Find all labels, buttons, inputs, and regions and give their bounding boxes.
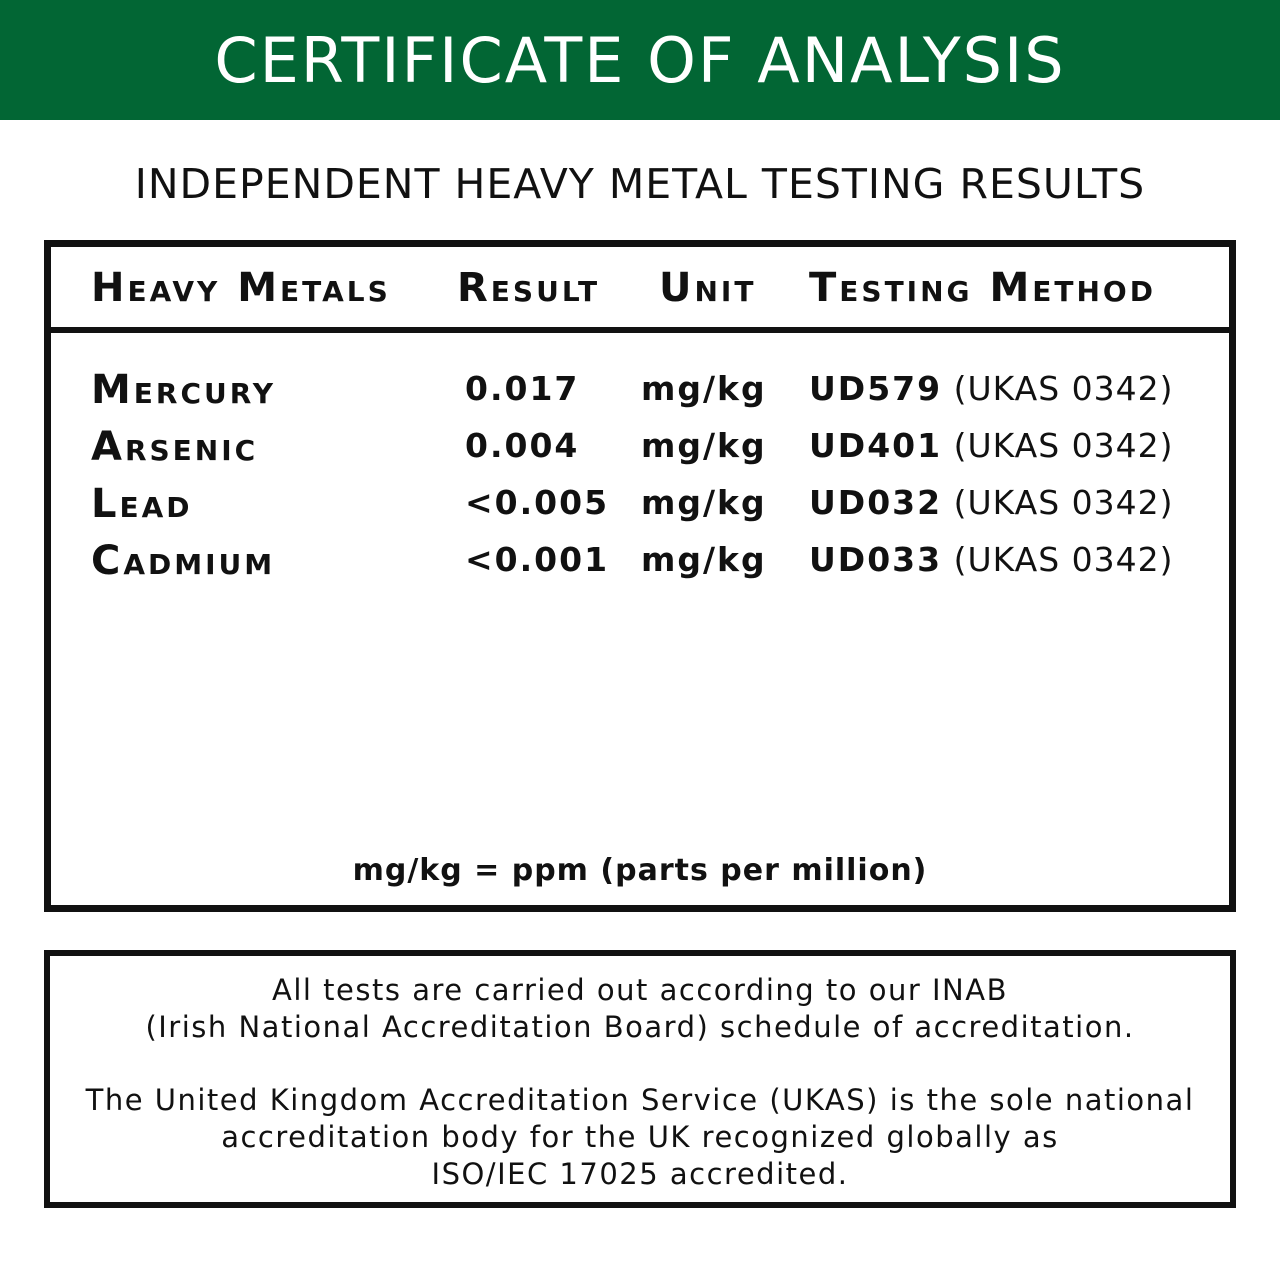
method-accreditation: (UKAS 0342) <box>953 426 1174 465</box>
result-value: 0.004 <box>465 426 580 465</box>
method-accreditation: (UKAS 0342) <box>953 483 1174 522</box>
note-line: The United Kingdom Accreditation Service (UKAS) is the sole national <box>85 1083 1195 1117</box>
ukas-paragraph <box>50 1082 1230 1193</box>
testing-method <box>809 540 1174 579</box>
testing-method <box>809 426 1174 465</box>
results-table <box>44 240 1236 912</box>
accreditation-notes <box>44 950 1236 1208</box>
page-subtitle: INDEPENDENT HEAVY METAL TESTING RESULTS <box>134 160 1146 208</box>
result-value: <0.005 <box>465 483 610 522</box>
table-row <box>51 367 1229 424</box>
metal-name: Mercury <box>91 367 277 413</box>
table-row <box>51 481 1229 538</box>
unit-footnote: mg/kg = ppm (parts per million) <box>352 853 928 888</box>
method-code: UD401 <box>809 426 943 465</box>
method-code: UD579 <box>809 369 943 408</box>
testing-method <box>809 369 1174 408</box>
title-banner <box>0 0 1280 120</box>
inab-paragraph <box>50 972 1230 1046</box>
header-unit: Unit <box>659 265 757 311</box>
method-accreditation: (UKAS 0342) <box>953 369 1174 408</box>
unit-value: mg/kg <box>641 369 767 408</box>
method-code: UD033 <box>809 540 943 579</box>
note-line: accreditation body for the UK recognized globally as <box>221 1120 1059 1154</box>
method-accreditation: (UKAS 0342) <box>953 540 1174 579</box>
result-value: <0.001 <box>465 540 610 579</box>
unit-value: mg/kg <box>641 426 767 465</box>
table-row <box>51 538 1229 595</box>
testing-method <box>809 483 1174 522</box>
table-row <box>51 424 1229 481</box>
header-result: Result <box>457 265 601 311</box>
note-line: All tests are carried out according to our INAB <box>272 973 1008 1007</box>
metal-name: Cadmium <box>91 538 276 584</box>
unit-value: mg/kg <box>641 540 767 579</box>
header-testing-method: Testing Method <box>809 265 1156 311</box>
metal-name: Lead <box>91 481 193 527</box>
result-value: 0.017 <box>465 369 580 408</box>
note-line: (Irish National Accreditation Board) schedule of accreditation. <box>145 1010 1135 1044</box>
certificate-title: CERTIFICATE OF ANALYSIS <box>214 23 1066 97</box>
table-header <box>51 247 1229 333</box>
unit-value: mg/kg <box>641 483 767 522</box>
table-body <box>51 367 1229 595</box>
metal-name: Arsenic <box>91 424 259 470</box>
method-code: UD032 <box>809 483 943 522</box>
header-heavy-metals: Heavy Metals <box>91 265 391 311</box>
note-line: ISO/IEC 17025 accredited. <box>431 1157 849 1191</box>
